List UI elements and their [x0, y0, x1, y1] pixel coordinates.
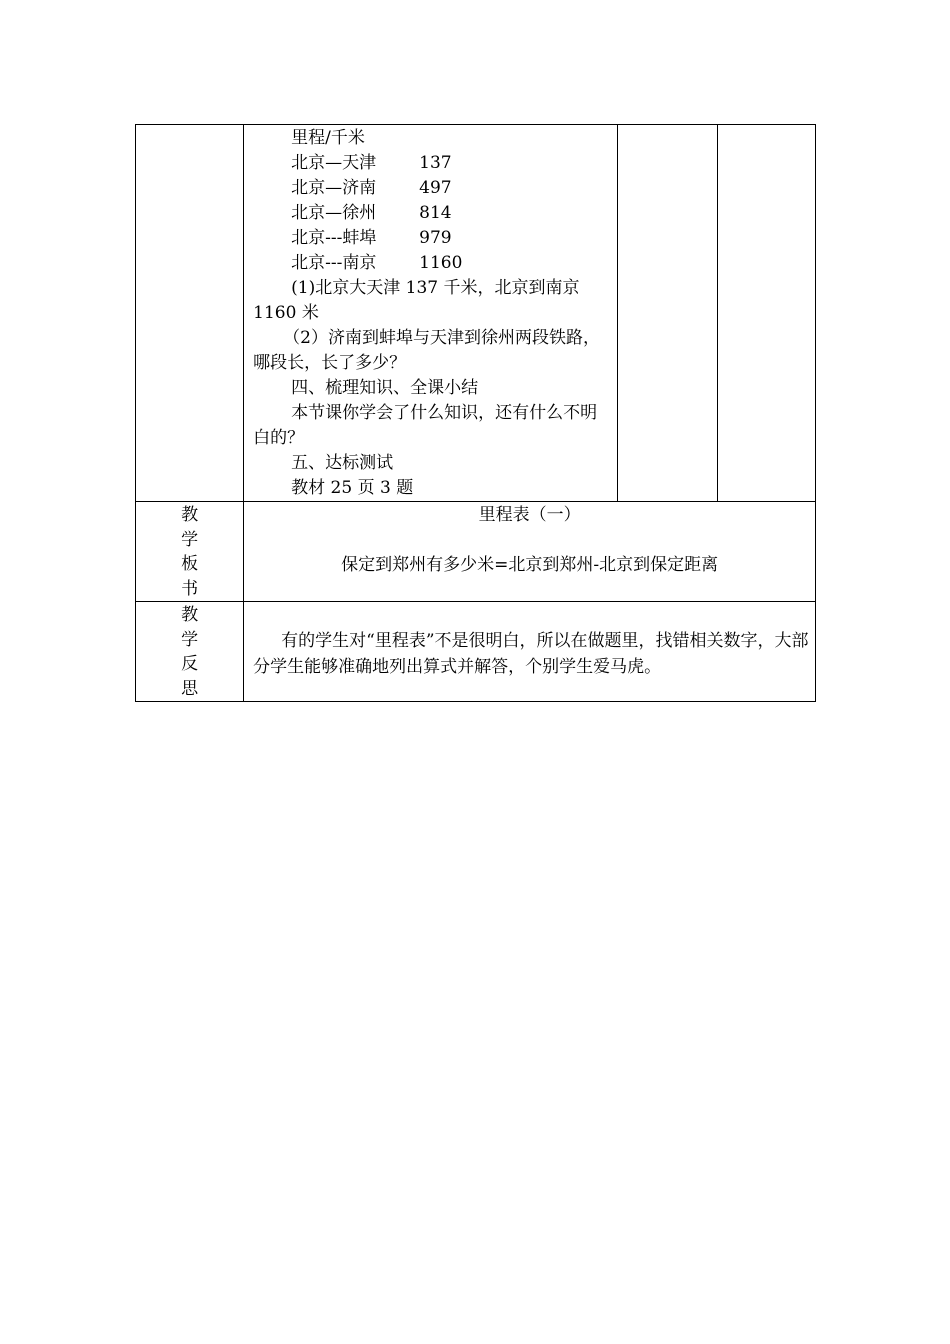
route-km: 979	[419, 228, 452, 248]
mileage-header: 里程/千米	[291, 128, 365, 148]
route-row	[253, 151, 609, 176]
board-label-char: 板	[181, 554, 199, 574]
board-title: 里程表（一）	[478, 505, 581, 525]
route-row	[253, 201, 609, 226]
board-row	[136, 502, 816, 602]
textbook-task: 教材 25 页 3 题	[291, 478, 414, 498]
route-name: 北京---蚌埠	[291, 228, 377, 248]
board-content	[244, 502, 816, 602]
route-name: 北京—徐州	[291, 203, 377, 223]
reflection-text: 有的学生对“里程表”不是很明白，所以在做题里，找错相关数字，大部分学生能够准确地列出算式并解答，个别学生爱马虎。	[244, 602, 816, 702]
route-name: 北京—天津	[291, 153, 377, 173]
reflection-label-char: 反	[181, 654, 199, 674]
route-km: 497	[419, 178, 452, 198]
board-formula: 保定到郑州有多少米=北京到郑州-北京到保定距离	[341, 555, 719, 575]
empty-cell-col3	[617, 125, 717, 502]
question-2: （2）济南到蚌埠与天津到徐州两段铁路，哪段长，长了多少？	[253, 328, 600, 373]
reflection-label	[136, 602, 244, 702]
board-label-char: 书	[181, 578, 199, 599]
board-label	[136, 502, 244, 602]
summary-question: 本节课你学会了什么知识，还有什么不明白的？	[253, 403, 598, 448]
route-row	[253, 176, 609, 201]
section-5-heading: 五、达标测试	[291, 453, 394, 473]
reflection-label-char: 学	[181, 629, 199, 650]
reflection-row	[136, 602, 816, 702]
empty-label-cell	[136, 125, 244, 502]
route-row	[253, 226, 609, 251]
route-km: 137	[419, 153, 452, 173]
reflection-label-char: 思	[181, 678, 199, 699]
lesson-plan-table	[135, 124, 816, 702]
route-name: 北京---南京	[291, 253, 377, 273]
section-4-heading: 四、梳理知识、全课小结	[291, 378, 479, 398]
teaching-process-cell	[244, 125, 618, 502]
reflection-label-char: 教	[181, 605, 199, 625]
route-row	[253, 251, 609, 276]
route-km: 814	[419, 203, 452, 223]
board-label-char: 学	[181, 529, 199, 550]
route-km: 1160	[419, 253, 463, 273]
teaching-process-row	[136, 125, 816, 502]
board-label-char: 教	[181, 505, 199, 525]
route-name: 北京—济南	[291, 178, 377, 198]
empty-cell-col4	[717, 125, 815, 502]
question-1: (1)北京大天津 137 千米，北京到南京 1160 米	[253, 278, 580, 323]
